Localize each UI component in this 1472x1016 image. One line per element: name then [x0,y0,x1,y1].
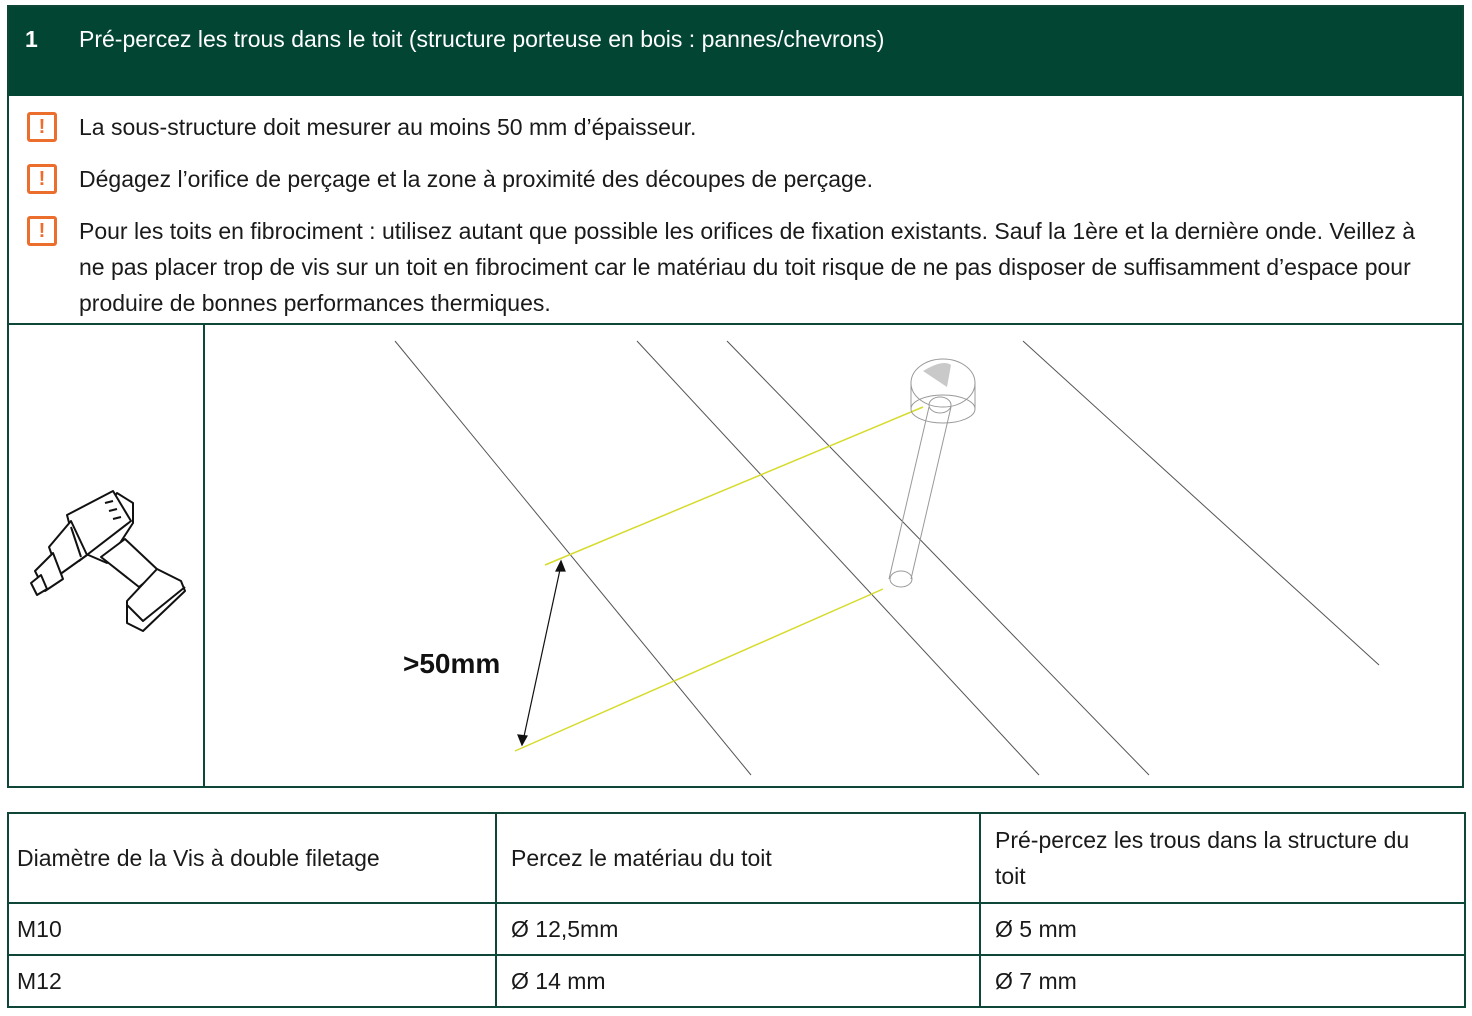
table-row [8,955,1465,1007]
depth-guide-line-bottom [515,589,883,751]
illustration-section [9,325,1462,786]
warning-icon: ! [27,112,57,142]
table-cell: Ø 12,5mm [496,903,980,955]
roof-rafter-line [727,341,1149,775]
table-header-cell: Pré-percez les trous dans la structure du toit [980,813,1465,903]
warning-icon: ! [27,216,57,246]
table-header-cell: Diamètre de la Vis à double filetage [8,813,496,903]
washer-bottom [911,395,975,423]
roof-diagram-svg [205,325,1462,786]
instruction-step-card [7,5,1464,788]
depth-guide-line-top [545,407,923,565]
drilling-spec-table [7,812,1466,1008]
table-cell: M12 [8,955,496,1007]
table-header-row [8,813,1465,903]
roof-rafter-line [1023,341,1379,665]
table-cell: M10 [8,903,496,955]
warning-text: Dégagez l’orifice de perçage et la zone à proximité des découpes de perçage. [79,166,873,192]
dimension-label: >50mm [403,648,501,679]
table-row [8,903,1465,955]
dimension-arrow [523,565,561,741]
drill-hole-bottom [890,571,912,587]
table-header-cell: Percez le matériau du toit [496,813,980,903]
table-cell: Ø 14 mm [496,955,980,1007]
warning-text: La sous-structure doit mesurer au moins 50 mm d’épaisseur. [79,114,697,140]
drill-icon [9,325,203,786]
warnings-section [9,96,1462,325]
tool-cell [9,325,205,786]
table-cell: Ø 5 mm [980,903,1465,955]
warning-text: Pour les toits en fibrociment : utilisez autant que possible les orifices de fixation existants. Sauf la 1ère et la dernière onde. Veillez à ne pas placer trop de vis sur un toit en fibrociment car le matériau du toit risque de ne pas disposer de suffisamment d’espace pour produire de bonnes performances thermiques. [79,218,1416,316]
drill-hole-top [929,397,951,413]
roof-drilling-diagram [205,325,1462,786]
table-cell: Ø 7 mm [980,955,1465,1007]
warning-icon: ! [27,164,57,194]
step-title: Pré-percez les trous dans le toit (structure porteuse en bois : pannes/chevrons) [79,26,885,52]
step-header [9,7,1462,96]
step-number: 1 [25,26,38,52]
